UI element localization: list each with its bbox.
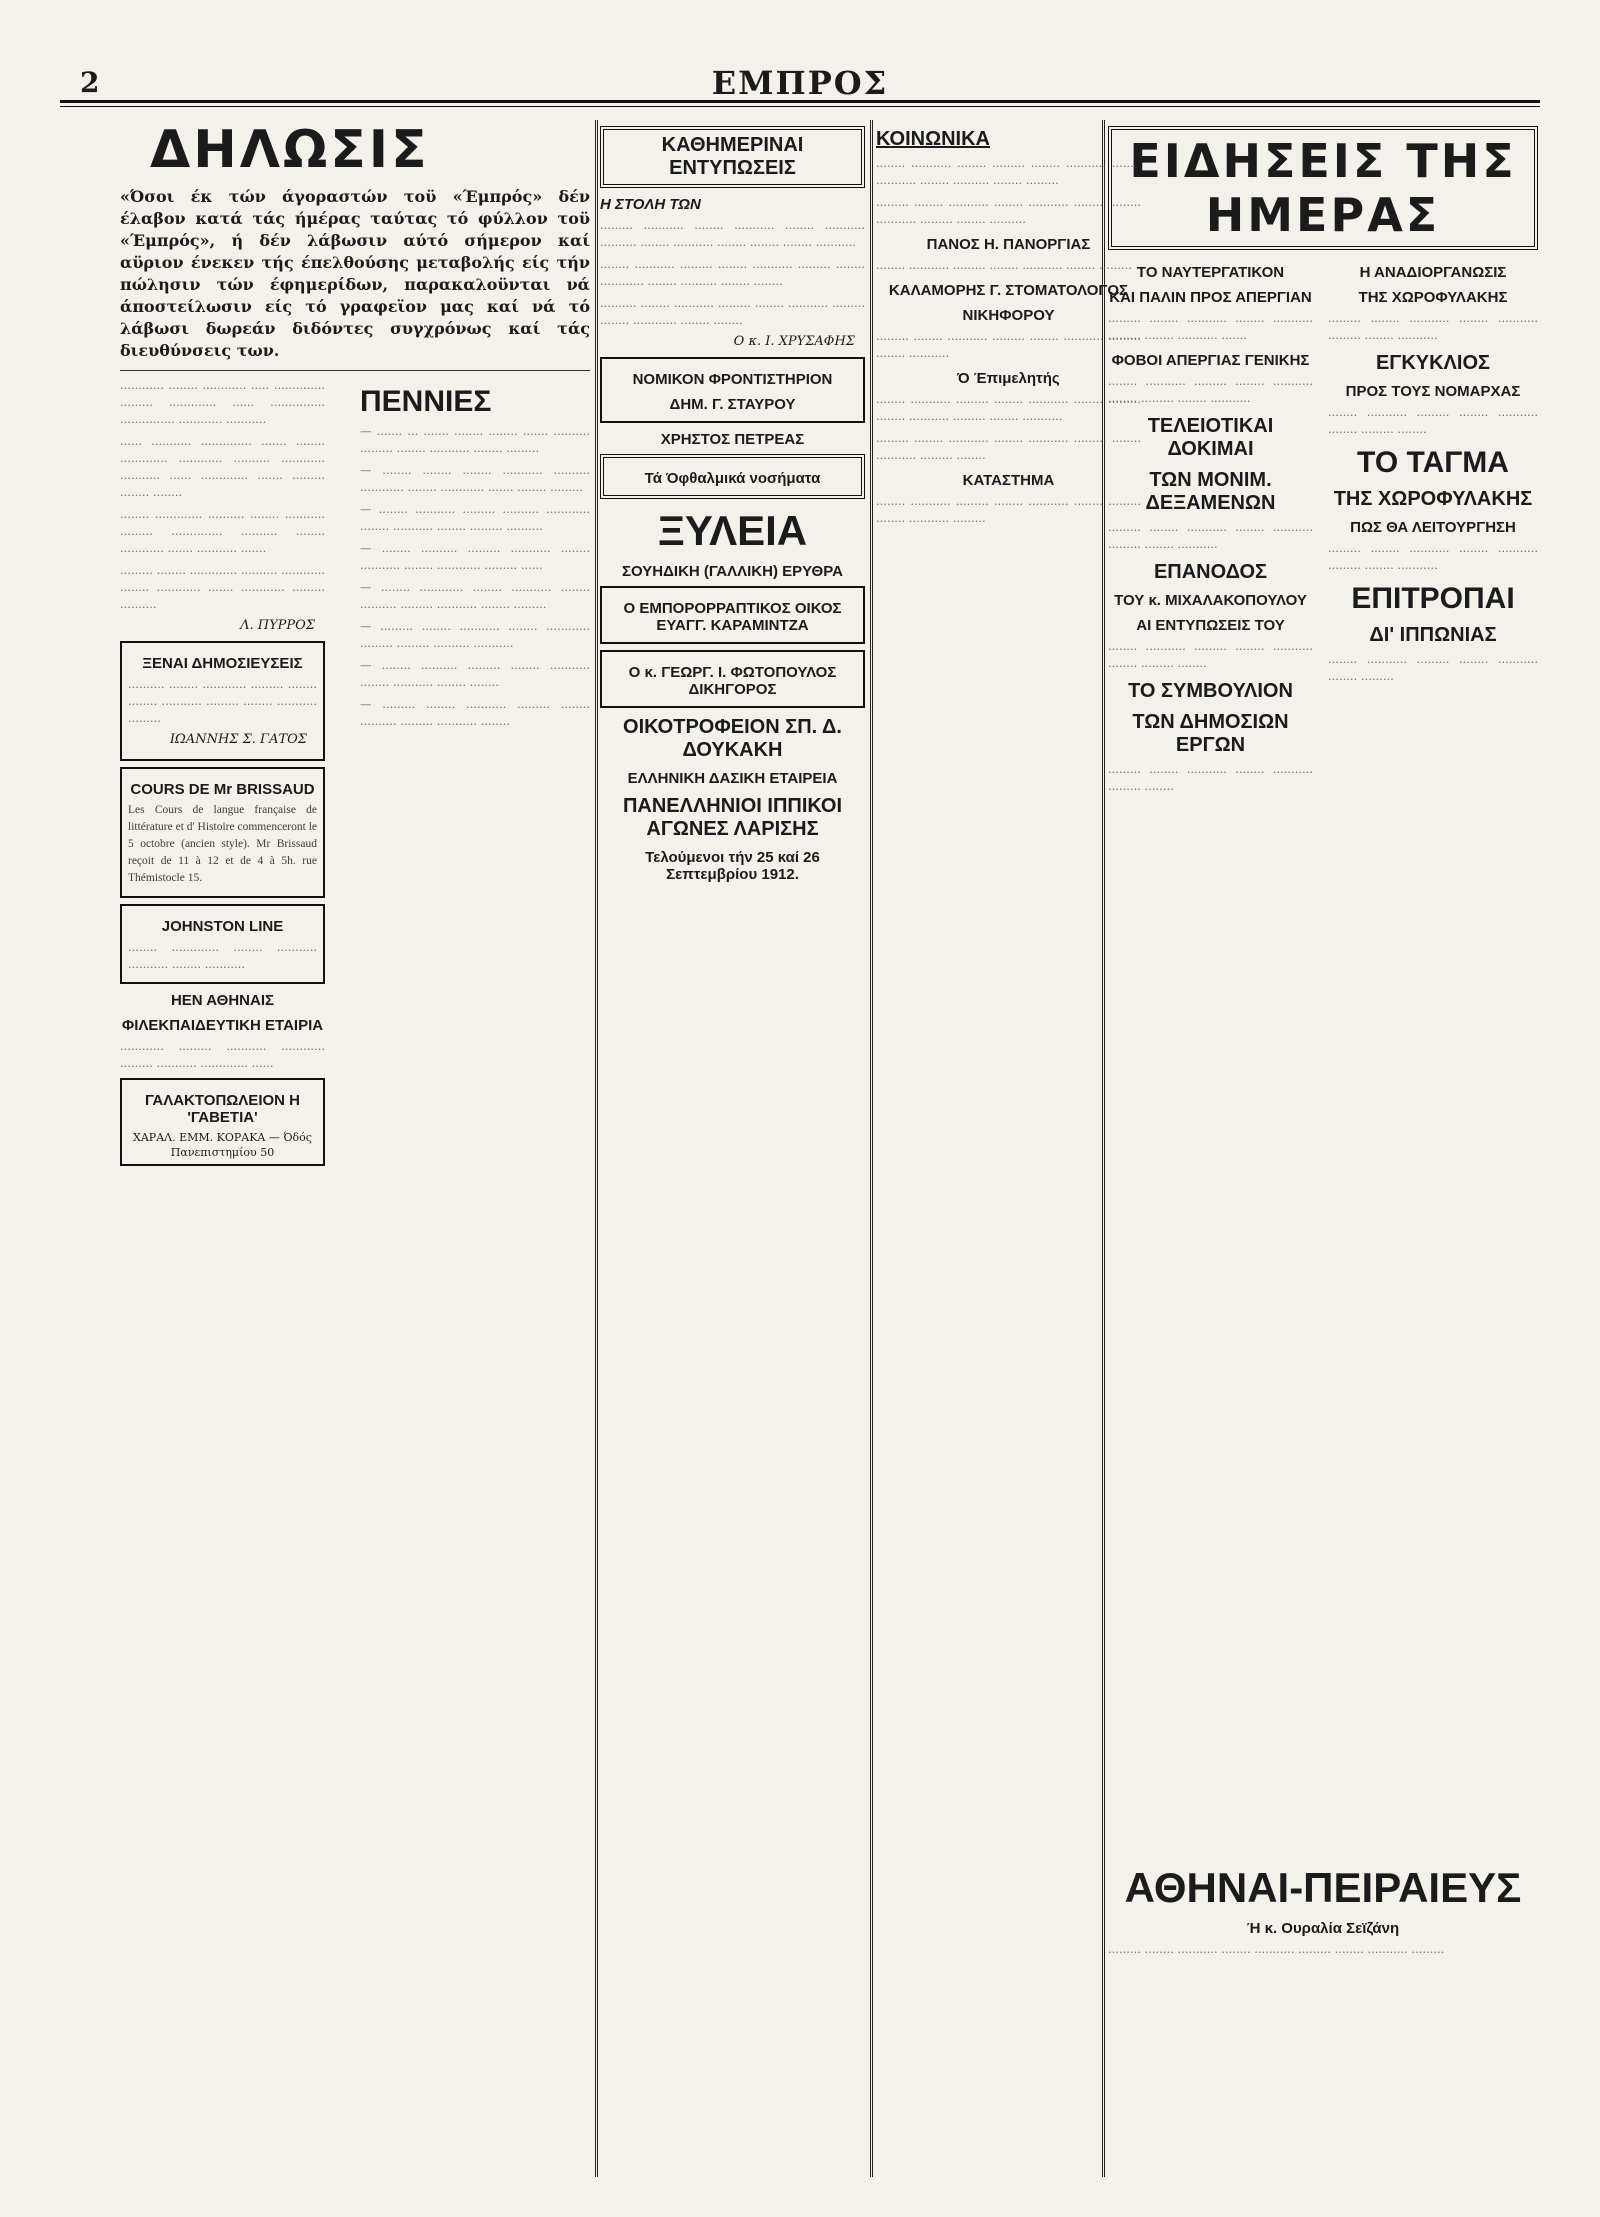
column-divider — [595, 120, 598, 2177]
text-block: ......... ........ ........... ........ ........... ......... ........ ........... ......... — [1108, 1942, 1445, 1956]
section-banner: ΑΘΗΝΑΙ-ΠΕΙΡΑΙΕΥΣ — [1124, 1864, 1522, 1911]
ad-ophthalmika — [600, 454, 865, 499]
text-block: ......... ........ ........... ......... ........ ........... ......... ........ ........... — [876, 329, 1141, 360]
text-block: ......... ........ ........... ........ ........... ......... ........ ........... ......... ........ — [876, 431, 1141, 462]
ad-title: JOHNSTON LINE — [161, 918, 284, 935]
section-subheading: ΤΗΣ ΧΩΡΟΦΥΛΑΚΗΣ — [1333, 488, 1533, 510]
text-block: ............ ......... ........... ............ ......... ........... ............. ...... — [120, 1039, 325, 1070]
text-block: ........ ........... ......... ........ ........... ........ ......... — [876, 258, 1132, 272]
column-4 — [1108, 120, 1538, 2177]
text-block: ......... ........ ........... ........ ........... ......... ........ ........... — [1108, 520, 1313, 551]
announcement-title: ΚΑΤΑΣΤΗΜΑ — [962, 472, 1055, 489]
section-header-box: ΚΑΘΗΜΕΡΙΝΑΙ ΕΝΤΥΠΩΣΕΙΣ — [600, 126, 865, 188]
ad-address: ΧΑΡΑΛ. ΕΜΜ. ΚΟΡΑΚΑ — Όδός Πανεπιστημίου 50 — [133, 1131, 312, 1159]
ad-title: Ο κ. ΓΕΩΡΓ. Ι. ΦΩΤΟΠΟΥΛΟΣ ΔΙΚΗΓΟΡΟΣ — [628, 664, 837, 698]
article-subhead: Η ΣΤΟΛΗ ΤΩΝ — [600, 196, 701, 213]
text-block: — ......... ........ ........... ......... ........ .......... ......... ........... ........ — [360, 697, 590, 728]
section-heading: ΤΕΛΕΙΟΤΙΚΑΙ ΔΟΚΙΜΑΙ — [1147, 415, 1274, 460]
ad-title: ΓΑΛΑΚΤΟΠΩΛΕΙΟΝ Η 'ΓΑΒΕΤΙΑ' — [145, 1092, 300, 1126]
section-heading: ΦΟΒΟΙ ΑΠΕΡΓΙΑΣ ΓΕΝΙΚΗΣ — [1111, 352, 1310, 369]
text-block: ........ ........... ......... ........ ........... ........ ......... ........ ........... ......... ........ ........... — [876, 392, 1141, 423]
section-subheading: ΑΙ ΕΝΤΥΠΩΣΕΙΣ ΤΟΥ — [1136, 617, 1285, 634]
section-subheading: ΤΩΝ ΜΟΝΙΜ. ΔΕΞΑΜΕΝΩΝ — [1145, 469, 1276, 514]
section-heading: ΕΠΑΝΟΔΟΣ — [1153, 561, 1268, 583]
section-subheading: ΠΡΟΣ ΤΟΥΣ ΝΟΜΑΡΧΑΣ — [1345, 383, 1521, 400]
text-block: ........ ........... ......... ........ ........... ........ ......... ........ — [1108, 639, 1313, 670]
ad-nomikon — [600, 357, 865, 423]
masthead — [60, 60, 1540, 103]
section-subheading: ΤΩΝ ΔΗΜΟΣΙΩΝ ΕΡΓΩΝ — [1132, 711, 1289, 756]
section-heading: ΕΛΛΗΝΙΚΗ ΔΑΣΙΚΗ ΕΤΑΙΡΕΙΑ — [627, 770, 838, 787]
notice-box — [120, 641, 325, 761]
section-heading: Η ΑΝΑΔΙΟΡΓΑΝΩΣΙΣ — [1359, 264, 1507, 281]
text-block: ........ ........... ......... ........ ........... ........ ......... ........ ........... ......... — [876, 494, 1141, 525]
column-3 — [876, 120, 1141, 2177]
announcement-title: ΝΙΚΗΦΟΡΟΥ — [962, 307, 1055, 324]
signature: Λ. ΠΥΡΡΟΣ — [240, 618, 315, 633]
section-subheading: ΠΩΣ ΘΑ ΛΕΙΤΟΥΡΓΗΣΗ — [1350, 519, 1516, 536]
announcement-title: ΠΑΝΟΣ Η. ΠΑΝΟΡΓΙΑΣ — [926, 236, 1091, 253]
ad-name: ΔΗΜ. Γ. ΣΤΑΥΡΟΥ — [669, 396, 796, 413]
signature: ΙΩΑΝΝΗΣ Σ. ΓΑΤΟΣ — [169, 732, 307, 747]
declaration-text: «Όσοι έκ τών άγοραστών τοϋ «Έμπρός» δέν έλαβον κατά τάς ήμέρας ταύτας τό φύλλον τοϋ «Έμπρός», ή δέν λάβωσιν αύτό σήμερον καί αϋριον ένεκεν τής έπελθούσης μεταβολής είς τήν πώλησιν τών έφημερίδων, παρακαλοϋνται νά άποστείλωσιν είς τό γραφεϊον μας καί νά τό λάβωσι δωρεάν διδόντες συγχρόνως καί τάς διευθύνσεις των. — [120, 187, 590, 360]
announcement-title: Ό Έπιμελητής — [957, 370, 1060, 387]
text-block: — ........ .......... ......... ........ ........... ........ ........... ........ ........ — [360, 658, 590, 689]
text-block: ........ ............. ........ ........... ........... ........ ........... — [128, 940, 317, 971]
section-heading: ΞΕΝΑΙ ΔΗΜΟΣΙΕΥΣΕΙΣ — [142, 655, 303, 672]
declaration-title: ΔΗΛΩΣΙΣ — [150, 120, 430, 180]
text-block: — ........ ........ ........ ........... .......... ............ ........ ............ ....... ........ ......... — [360, 463, 590, 494]
newspaper-name: ΕΜΠΡΟΣ — [711, 64, 889, 102]
text-block: ........ ........... ......... ........ ........... ........ ......... ........ — [1328, 405, 1538, 436]
announcement-title: ΚΑΛΑΜΟΡΗΣ Γ. ΣΤΟΜΑΤΟΛΟΓΟΣ — [888, 282, 1129, 299]
text-block: ........ ........... ......... ........ ........... ......... ........ ............ ........ .......... ........ ........ — [600, 257, 865, 288]
ad-title: ΝΟΜΙΚΟΝ ΦΡΟΝΤΙΣΤΗΡΙΟΝ — [632, 371, 833, 388]
text-block: ......... ........ ............. .......... ............ ........ ............ ....... ............ ......... .......... — [120, 563, 325, 611]
section-heading: ΕΠΙΤΡΟΠΑΙ — [1351, 582, 1515, 615]
column-divider — [870, 120, 873, 2177]
article-subhead: Ή κ. Ουραλία Σεϊζάνη — [1246, 1920, 1400, 1937]
section-heading: ΕΓΚΥΚΛΙΟΣ — [1375, 352, 1491, 374]
ad-text: Les Cours de langue française de littérature et d' Histoire commenceront le 5 octobre (ancien style). Mr Brissaud reçoit de 11 à 12 et de 4 à 5h. rue Thémistocle 15. — [128, 804, 317, 884]
ad-galaktopoleion — [120, 1078, 325, 1166]
text-block: — ........ ........... ......... .......... ............ ........ ........... ........ ......... .......... — [360, 502, 590, 533]
section-subheading: ΤΟΥ κ. ΜΙΧΑΛΑΚΟΠΟΥΛΟΥ — [1114, 592, 1307, 609]
ad-emporiko — [600, 586, 865, 644]
text-block: — ....... ... ....... ........ ........ ....... .......... ......... ........ ........... ........ ......... — [360, 424, 590, 455]
section-subheading: ΚΑΙ ΠΑΛΙΝ ΠΡΟΣ ΑΠΕΡΓΙΑΝ — [1109, 289, 1312, 306]
text-block: ...... ........... .............. ....... ........ ............. ............ .......... ............ ........... ...... ............. ....... ......... ........ ........ — [120, 434, 325, 499]
text-block: ......... ........ ........... ........ ........... ......... ........ ........... ......... ........ .......... — [876, 195, 1141, 226]
section-heading: ΗΕΝ ΑΘΗΝΑΙΣ — [170, 992, 275, 1009]
news-banner: ΕΙΔΗΣΕΙΣ ΤΗΣ ΗΜΕΡΑΣ — [1108, 126, 1538, 250]
text-block: ........ ........... ........ ......... ........ ........... ........ ........... ........ .......... ........ ......... — [876, 156, 1141, 187]
section-subheading: ΦΙΛΕΚΠΑΙΔΕΥΤΙΚΗ ΕΤΑΙΡΙΑ — [121, 1017, 324, 1034]
text-block: — ......... ........ ........... ........ ............ ......... ......... .......... ........... — [360, 619, 590, 650]
text-block: — ........ ............ ........ ........... ........ .......... ......... ........... ........ ......... — [360, 580, 590, 611]
text-block: ......... ........ ........... ........ ........... ......... ........ ........... — [1328, 311, 1538, 342]
section-heading: ΠΑΝΕΛΛΗΝΙΟΙ ΙΠΠΙΚΟΙ ΑΓΩΝΕΣ ΛΑΡΙΣΗΣ — [622, 795, 843, 840]
text-block: ............ ........ ............ ..... .............. ......... ............. ...... ............... ............... ............ ........... — [120, 378, 325, 426]
section-heading: ΠΕΝΝΙΕΣ — [360, 385, 492, 418]
section-subheading: Τελούμενοι τήν 25 καί 26 Σεπτεμβρίου 1912. — [645, 849, 820, 883]
column-1 — [120, 120, 590, 2177]
signature: Ο κ. Ι. ΧΡΥΣΑΦΗΣ — [733, 334, 855, 349]
ad-name: ΧΡΗΣΤΟΣ ΠΕΤΡΕΑΣ — [660, 431, 805, 448]
section-subheading: ΤΗΣ ΧΩΡΟΦΥΛΑΚΗΣ — [1358, 289, 1508, 306]
ad-title: COURS DE Mr BRISSAUD — [130, 781, 315, 798]
ad-title: Τά Όφθαλμικά νοσήματα — [644, 470, 821, 487]
ad-subtitle: ΣΟΥΗΔΙΚΗ (ΓΑΛΛΙΚΗ) ΕΡΥΘΡΑ — [622, 563, 843, 580]
text-block: .......... ........ ........... ......... ........ ........... ......... ........ ............ ........ ........ — [600, 296, 865, 327]
text-block: ......... ........ ........... ........ ........... ......... ........ — [1108, 762, 1313, 793]
section-header: ΚΟΙΝΩΝΙΚΑ — [876, 128, 991, 150]
text-block: ......... ........... ........ ........... ........ ........... .......... ........ ........... ........ ........ ........ ........... — [600, 218, 865, 249]
text-block: .......... ........ ............ ......... ........ ........ ........... ......... ........ ........... ......... — [128, 677, 317, 725]
ad-title: ΞΥΛΕΙΑ — [657, 507, 808, 554]
ad-title: Ο ΕΜΠΟΡΟΡΡΑΠΤΙΚΟΣ ΟΙΚΟΣ ΕΥΑΓΓ. ΚΑΡΑΜΙΝΤΖΑ — [623, 600, 842, 634]
text-block: ........ ........... ......... ........ ........... ........ ......... — [1328, 652, 1538, 683]
text-block: ........ ........... ......... ........ ........... ........ ......... ........ ........... — [1108, 374, 1313, 405]
ad-lawyer — [600, 650, 865, 708]
page-number: 2 — [80, 66, 100, 99]
text-block: ........ ............. .......... ........ ........... ......... .............. .......... ........ ............ ....... ........... ....... — [120, 507, 325, 555]
text-block: — ........ .......... ......... ........... ........ ........... ........ ............ ......... ...... — [360, 541, 590, 572]
text-block: ......... ........ ........... ........ ........... ......... ........ ........... — [1328, 541, 1538, 572]
section-heading: ΤΟ ΤΑΓΜΑ — [1357, 446, 1509, 479]
masthead-rule — [60, 106, 1540, 107]
column-2 — [600, 120, 865, 2177]
section-heading: ΤΟ ΣΥΜΒΟΥΛΙΟΝ — [1128, 680, 1293, 702]
section-subheading: ΔΙ' ΙΠΠΩΝΙΑΣ — [1369, 624, 1497, 646]
ad-brissaud — [120, 767, 325, 898]
ad-title: ΟΙΚΟΤΡΟΦΕΙΟΝ ΣΠ. Δ. ΔΟΥΚΑΚΗ — [623, 716, 842, 761]
ad-johnston — [120, 904, 325, 984]
section-heading: ΤΟ ΝΑΥΤΕΡΓΑΤΙΚΟΝ — [1136, 264, 1285, 281]
text-block: ......... ........ ........... ........ ........... ......... ........ ........... ....... — [1108, 311, 1313, 342]
divider — [120, 370, 590, 371]
